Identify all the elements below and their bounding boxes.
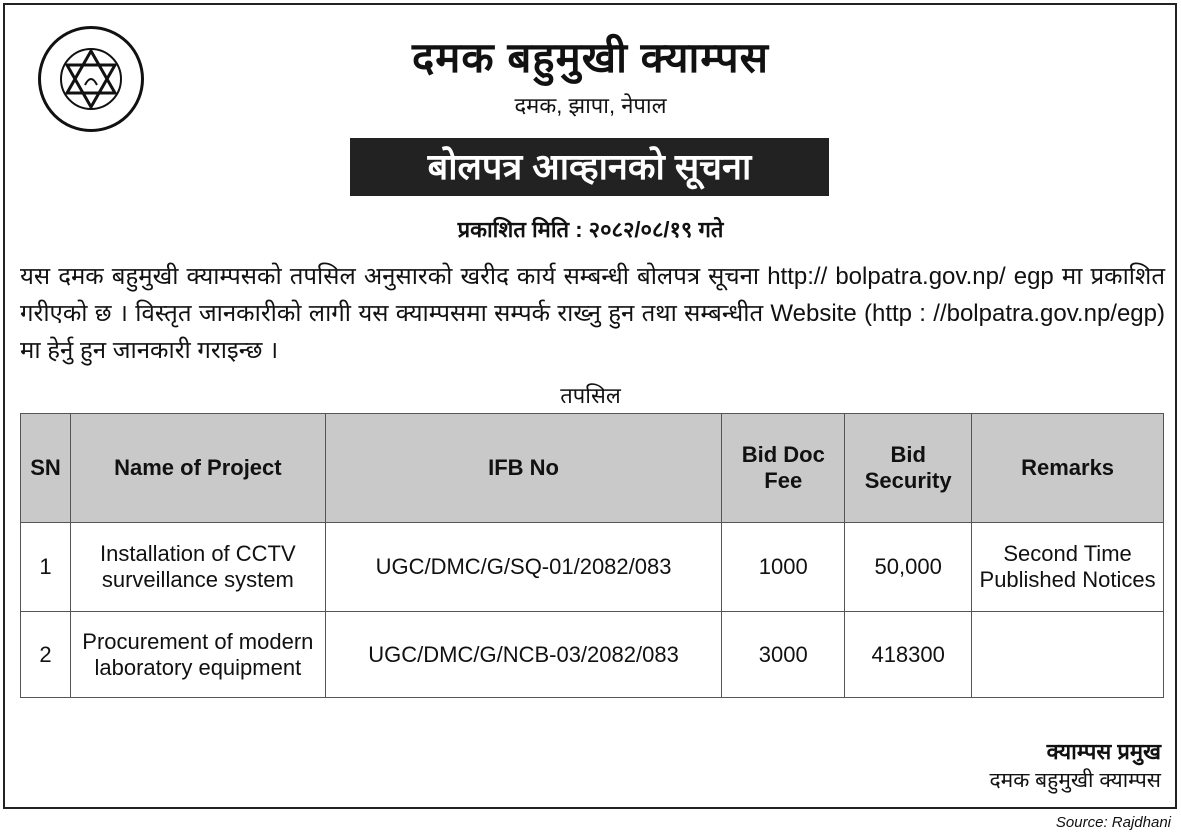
bid-table: [20, 413, 1164, 698]
cell-ifb: UGC/DMC/G/SQ-01/2082/083: [325, 523, 722, 612]
published-date: प्रकाशित मिति : २०८२/०८/१९ गते: [457, 217, 724, 242]
cell-project: Installation of CCTV surveillance system: [70, 523, 325, 612]
col-sn: SN: [21, 414, 71, 523]
col-project: Name of Project: [70, 414, 325, 523]
col-ifb: IFB No: [325, 414, 722, 523]
col-security: Bid Security: [845, 414, 972, 523]
table-row: [21, 523, 1164, 612]
cell-project: Procurement of modern laboratory equipment: [70, 612, 325, 698]
cell-security: 418300: [845, 612, 972, 698]
campus-address: दमक, झापा, नेपाल: [514, 93, 667, 118]
cell-sn: 1: [21, 523, 71, 612]
signature-org: दमक बहुमुखी क्याम्पस: [989, 769, 1161, 792]
signature-title: क्याम्पस प्रमुख: [1046, 739, 1161, 764]
campus-title: दमक बहुमुखी क्याम्पस: [411, 34, 769, 81]
cell-security: 50,000: [845, 523, 972, 612]
schedule-label: तपसिल: [560, 383, 621, 408]
cell-remarks: Second Time Published Notices: [972, 523, 1164, 612]
col-remarks: Remarks: [972, 414, 1164, 523]
source-credit: Source: Rajdhani: [1055, 814, 1171, 831]
table-row: [21, 612, 1164, 698]
cell-fee: 3000: [722, 612, 845, 698]
table-header-row: [21, 414, 1164, 523]
cell-remarks: [972, 612, 1164, 698]
cell-ifb: UGC/DMC/G/NCB-03/2082/083: [325, 612, 722, 698]
cell-fee: 1000: [722, 523, 845, 612]
notice-heading: बोलपत्र आव्हानको सूचना: [350, 138, 829, 196]
notice-body: यस दमक बहुमुखी क्याम्पसको तपसिल अनुसारको खरीद कार्य सम्बन्धी बोलपत्र सूचना http:// bolpatra.gov.np/ egp मा प्रकाशित गरीएको छ । विस्तृत जानकारीको लागी यस क्याम्पसमा सम्पर्क राख्नु हुन तथा सम्बन्धीत Website (http : //bolpatra.gov.np/egp) मा हेर्नु हुन जानकारी गराइन्छ ।: [20, 263, 1165, 364]
cell-sn: 2: [21, 612, 71, 698]
col-fee: Bid Doc Fee: [722, 414, 845, 523]
